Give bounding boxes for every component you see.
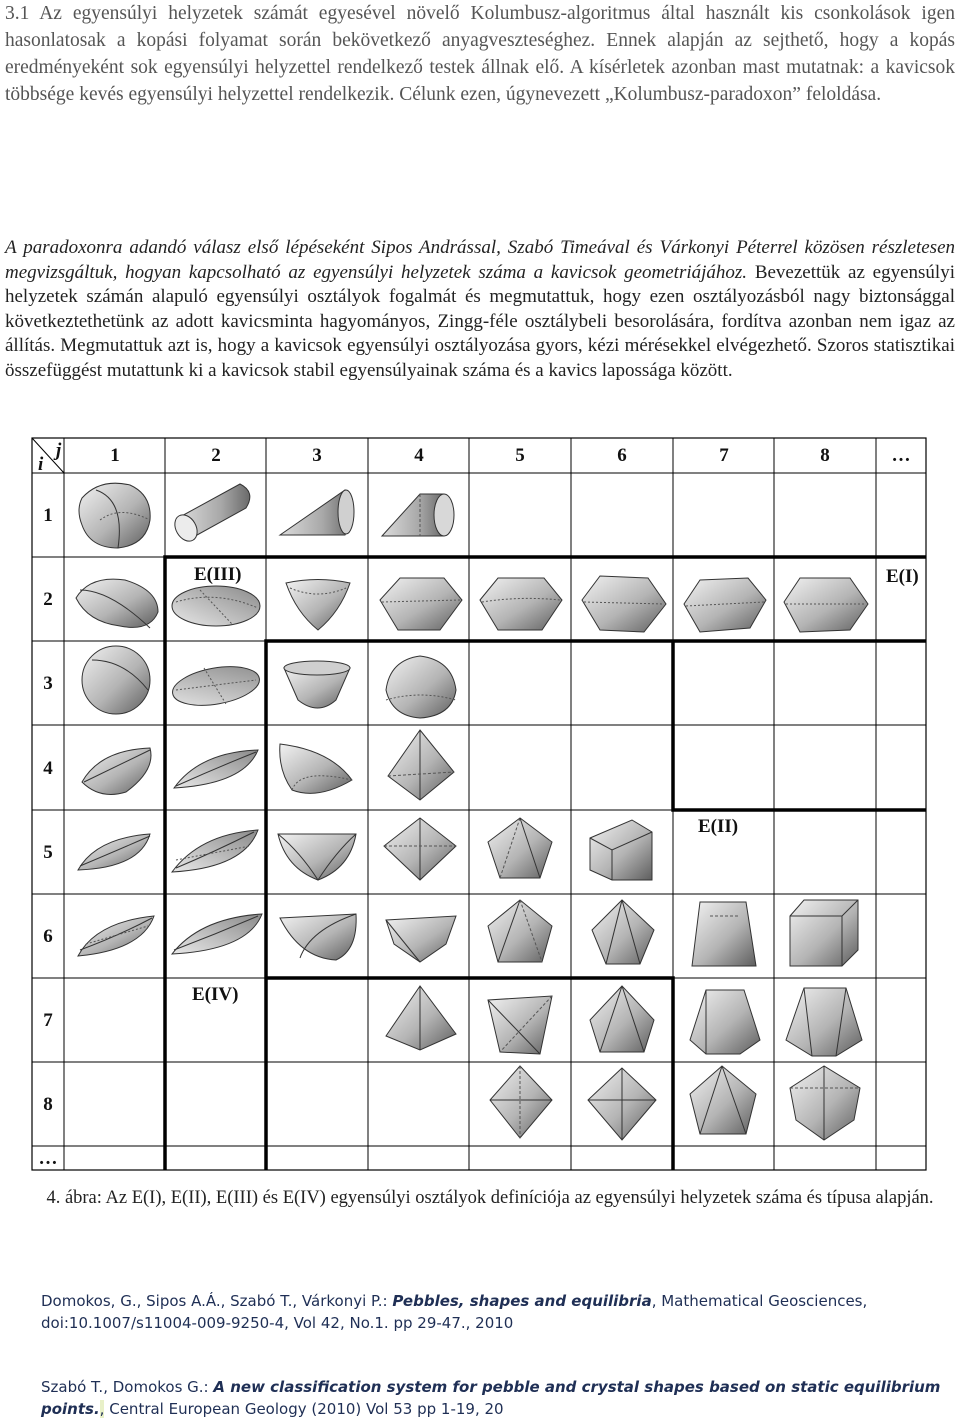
- row-header-2: 2: [43, 589, 53, 610]
- reference-1: [41, 1290, 956, 1334]
- shape-r2-c6: [582, 576, 666, 632]
- class-label-e2: E(II): [698, 816, 739, 837]
- shape-r3-c1: [82, 646, 150, 714]
- shape-r1-c1: [79, 483, 150, 548]
- row-header-8: 8: [43, 1094, 53, 1115]
- row-header-5: 5: [43, 842, 53, 863]
- shape-r8-c7: [690, 1066, 756, 1134]
- intro-paragraph: 3.1 Az egyensúlyi helyzetek számát egyesével növelő Kolumbusz-algoritmus által használt kis csonkolások igen hasonlatosak a kopási folyamat során bekövetkező anyagveszteséghez. Ennek alapján az sejthető, hogy a kopás eredményeként sok egyensúlyi helyzettel rendelkező testek állnak elő. A kísérletek azonban mast mutatnak: a kavicsok többsége kevés egyensúlyi helyzettel rendelkezik. Célunk ezen, úgynevezett „Kolumbusz-paradoxon” feloldása.: [5, 3, 955, 105]
- shape-r2-c8: [784, 578, 868, 632]
- shape-r7-c7: [690, 990, 760, 1054]
- shape-r7-c8: [786, 988, 862, 1056]
- shape-r6-c2: [172, 914, 262, 954]
- shape-r8-c6: [588, 1068, 656, 1140]
- shape-r5-c6: [590, 820, 652, 880]
- reference-1-authors: Domokos, G., Sipos A.Á., Szabó T., Várkonyi P.:: [41, 1292, 388, 1310]
- shape-r2-c1: [76, 579, 158, 628]
- shape-r2-c4: [380, 578, 462, 630]
- row-header-4: 4: [43, 758, 53, 779]
- shape-r6-c6: [592, 900, 654, 964]
- body-italic-text: A paradoxonra adandó válasz első lépéseként Sipos Andrással, Szabó Timeával és Várkonyi Péterrel közösen részletesen megvizsgáltuk, hogyan kapcsolható az egyensúlyi helyzetek száma a kavicsok geometriájához.: [5, 237, 955, 283]
- shape-r4-c4: [388, 730, 454, 800]
- class-label-e3: E(III): [194, 564, 242, 585]
- reference-2-title: A new classification system for pebble and crystal shapes based on static equilibrium points.: [41, 1378, 941, 1418]
- shape-r8-c5: [490, 1066, 552, 1138]
- shape-r7-c5: [488, 996, 552, 1054]
- shape-r6-c8: [790, 900, 858, 966]
- class-label-e1: E(I): [886, 566, 919, 587]
- shape-r2-c3: [286, 580, 350, 631]
- shape-r4-c1: [82, 748, 151, 794]
- shape-r6-c5: [488, 900, 552, 962]
- row-header-3: 3: [43, 673, 53, 694]
- shape-r4-c3: [280, 744, 352, 793]
- shape-r7-c4: [386, 986, 456, 1050]
- reference-2: Szabó T., Domokos G.: A new classification system for pebble and crystal shapes based on static equilibrium points., Central European Geology (2010) Vol 53 pp 1-19, 20: [41, 1378, 941, 1418]
- row-header-6: 6: [43, 926, 53, 947]
- row-header-more: …: [38, 1148, 58, 1169]
- reference-2-authors: Szabó T., Domokos G.:: [41, 1378, 209, 1396]
- shape-r3-c4: [386, 656, 456, 718]
- shape-r6-c7: [692, 902, 756, 966]
- shape-r1-c3: [280, 490, 354, 535]
- col-header-6: 6: [617, 445, 627, 466]
- body-regular-text: Bevezettük az egyensúlyi helyzetek számán alapuló egyensúlyi osztályok fogalmát és megmutattuk, hogy ezen osztályozásból nagy biztonsággal következtethetünk az adott kavicsminta hagyományos, Zingg-féle osztálybeli besorolására, fordítva azonban nem igaz az állítás. Megmutattuk azt is, hogy a kavicsok egyensúlyi osztályozása gyors, kézi mérésekkel elvégezhető. Szoros statisztikai összefüggést mutattunk ki a kavicsok stabil egyensúlyainak száma és a kavics lapossága között.: [5, 261, 955, 381]
- shape-r5-c5: [488, 818, 552, 878]
- col-header-2: 2: [211, 445, 221, 466]
- shape-r2-c2: [172, 586, 260, 626]
- col-header-more: …: [891, 445, 911, 466]
- reference-2-rest: Central European Geology (2010) Vol 53 pp 1-19, 20: [109, 1400, 504, 1418]
- shape-r6-c4: [386, 916, 456, 962]
- col-header-5: 5: [515, 445, 525, 466]
- shape-r2-c5: [480, 578, 562, 630]
- col-header-3: 3: [312, 445, 322, 466]
- shape-r5-c2: [172, 830, 258, 872]
- shape-r5-c3: [278, 834, 356, 880]
- row-header-7: 7: [43, 1010, 53, 1031]
- shape-r6-c1: [78, 916, 154, 956]
- figure-caption: 4. ábra: Az E(I), E(II), E(III) és E(IV) egyensúlyi osztályok definíciója az egyensúlyi helyzetek száma és típusa alapján.: [46, 1188, 934, 1208]
- col-header-1: 1: [110, 445, 120, 466]
- col-header-8: 8: [820, 445, 830, 466]
- shape-r2-c7: [684, 578, 766, 632]
- reference-1-title: Pebbles, shapes and equilibria: [392, 1292, 652, 1310]
- shape-r6-c3: [280, 914, 356, 960]
- shape-r1-c4: [382, 494, 454, 536]
- shape-r7-c6: [590, 986, 654, 1052]
- shape-r3-c3: [284, 661, 350, 708]
- shape-r5-c1: [78, 834, 150, 870]
- reference-1-rest: , Mathematical Geosciences, doi:10.1007/s11004-009-9250-4, Vol 42, No.1. pp 29-47., 2010: [41, 1292, 868, 1332]
- corner-j-label: j: [56, 440, 62, 461]
- class-label-e4: E(IV): [192, 984, 239, 1005]
- shape-r1-c2: [170, 484, 250, 545]
- row-header-1: 1: [43, 505, 53, 526]
- shape-r4-c2: [174, 750, 258, 788]
- col-header-7: 7: [719, 445, 729, 466]
- shape-r3-c2: [170, 661, 263, 712]
- shape-r5-c4: [384, 818, 456, 880]
- col-header-4: 4: [414, 445, 424, 466]
- shape-r8-c8: [790, 1066, 860, 1140]
- corner-i-label: i: [38, 454, 44, 475]
